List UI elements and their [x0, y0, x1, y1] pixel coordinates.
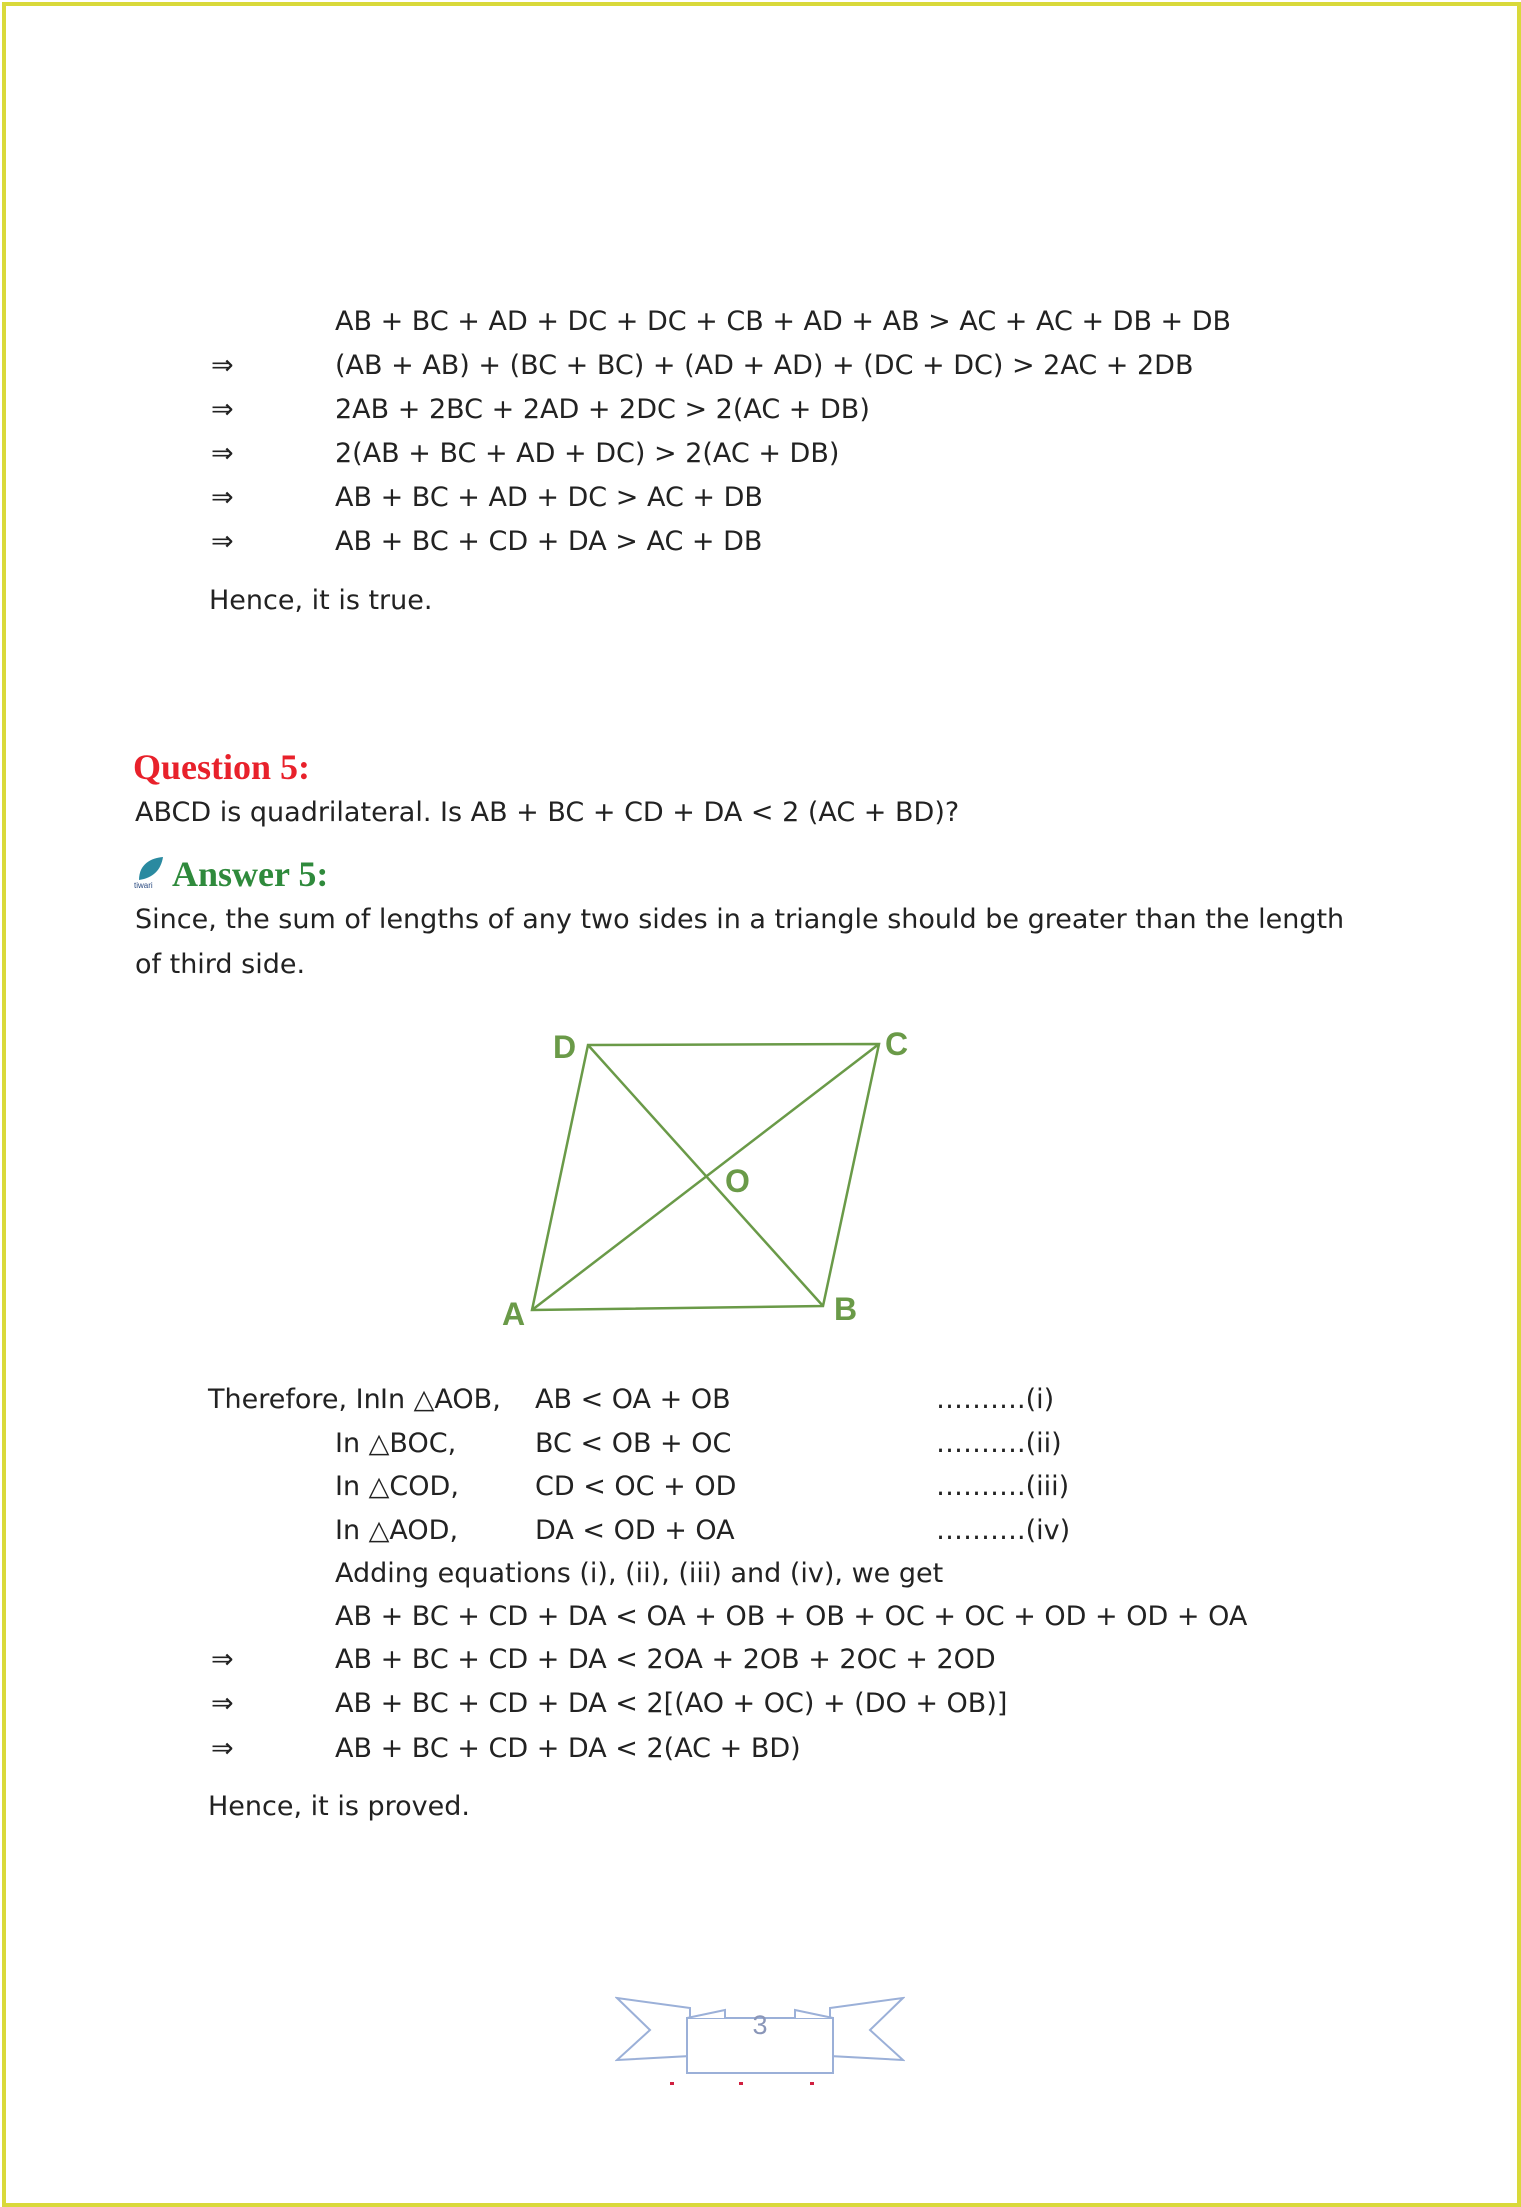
inequality: DA < OD + OA [535, 1515, 735, 1546]
equation-line: AB + BC + AD + DC > AC + DB [335, 482, 763, 513]
adding-text: Adding equations (i), (ii), (iii) and (iv), we get [335, 1558, 944, 1589]
implies-symbol: ⇒ [211, 1688, 234, 1719]
svg-text:tiwari: tiwari [134, 881, 153, 890]
equation-line: AB + BC + CD + DA < 2[(AO + OC) + (DO + OB)] [335, 1688, 1008, 1719]
label-b: B [834, 1291, 858, 1327]
triangle-label: In △BOC, [335, 1428, 457, 1459]
conclusion-text: Hence, it is proved. [208, 1791, 470, 1822]
question-text: ABCD is quadrilateral. Is AB + BC + CD + DA < 2 (AC + BD)? [135, 797, 960, 828]
equation-line: AB + BC + AD + DC + DC + CB + AD + AB > AC + AC + DB + DB [335, 306, 1232, 337]
equation-line: 2(AB + BC + AD + DC) > 2(AC + DB) [335, 438, 840, 469]
label-o: O [725, 1163, 750, 1199]
label-d: D [553, 1029, 577, 1065]
implies-symbol: ⇒ [211, 1733, 234, 1764]
implies-symbol: ⇒ [211, 482, 234, 513]
equation-line: AB + BC + CD + DA < 2(AC + BD) [335, 1733, 801, 1764]
label-a: A [502, 1296, 526, 1332]
label-c: C [885, 1026, 909, 1062]
footer-dot [670, 2082, 674, 2085]
triangle-label: In △AOB, [380, 1384, 501, 1415]
answer-intro: Since, the sum of lengths of any two sides in a triangle should be greater than the length [135, 904, 1345, 935]
inequality: BC < OB + OC [535, 1428, 732, 1459]
implies-symbol: ⇒ [211, 526, 234, 557]
equation-line: AB + BC + CD + DA < OA + OB + OB + OC + OC + OD + OD + OA [335, 1601, 1248, 1632]
inequality: AB < OA + OB [535, 1384, 731, 1415]
equation-line: 2AB + 2BC + 2AD + 2DC > 2(AC + DB) [335, 394, 870, 425]
page-number: 3 [752, 2010, 768, 2040]
triangle-label: In △COD, [335, 1471, 459, 1502]
equation-ref: ……….(iv) [936, 1515, 1071, 1546]
implies-symbol: ⇒ [211, 394, 234, 425]
equation-line: AB + BC + CD + DA > AC + DB [335, 526, 763, 557]
answer-intro: of third side. [135, 949, 306, 980]
answer-heading: Answer 5: [172, 854, 329, 894]
inequality: CD < OC + OD [535, 1471, 737, 1502]
equation-ref: ……….(ii) [936, 1428, 1062, 1459]
equation-line: AB + BC + CD + DA < 2OA + 2OB + 2OC + 2OD [335, 1644, 996, 1675]
implies-symbol: ⇒ [211, 1644, 234, 1675]
equation-ref: ……….(i) [936, 1384, 1055, 1415]
implies-symbol: ⇒ [211, 350, 234, 381]
diagonal-bd [588, 1045, 823, 1306]
equation-line: (AB + AB) + (BC + BC) + (AD + AD) + (DC + DC) > 2AC + 2DB [335, 350, 1194, 381]
therefore-text: Therefore, In [208, 1384, 381, 1415]
implies-symbol: ⇒ [211, 438, 234, 469]
footer-dot [739, 2082, 743, 2085]
question-heading: Question 5: [133, 747, 311, 787]
footer-dot [810, 2082, 814, 2085]
triangle-label: In △AOD, [335, 1515, 459, 1546]
equation-ref: ……….(iii) [936, 1471, 1070, 1502]
conclusion-text: Hence, it is true. [209, 585, 433, 616]
